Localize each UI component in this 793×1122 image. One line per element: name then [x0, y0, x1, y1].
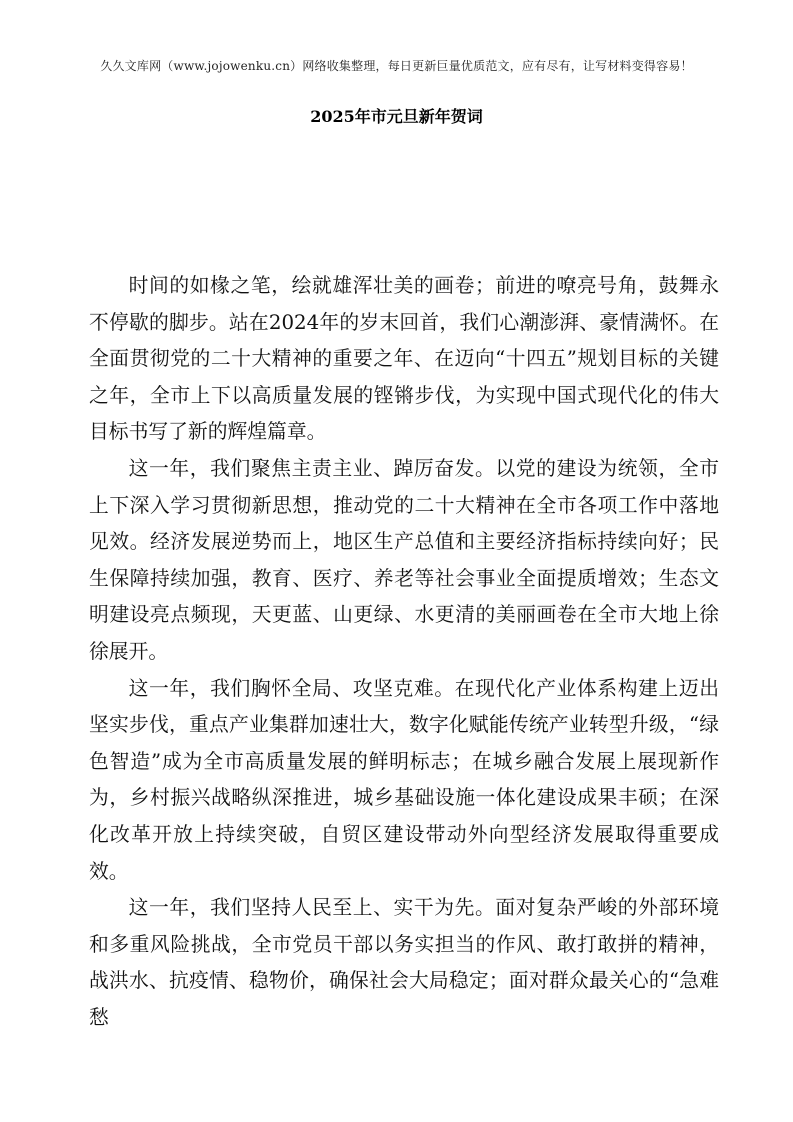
paragraph: 这一年，我们聚焦主责主业、踔厉奋发。以党的建设为统领，全市上下深入学习贯彻新思想，推动党的二十大精神在全市各项工作中落地见效。经济发展逆势而上，地区生产总值和主要经济指标持续向好；民生保障持续加强，教育、医疗、养老等社会事业全面提质增效；生态文明建设亮点频现，天更蓝、山更绿、水更清的美丽画卷在全市大地上徐徐展开。: [89, 456, 719, 663]
page-title: 2025年市元旦新年贺词: [310, 107, 483, 126]
paragraph: 这一年，我们坚持人民至上、实干为先。面对复杂严峻的外部环境和多重风险挑战，全市党员干部以务实担当的作风、敢打敢拼的精神，战洪水、抗疫情、稳物价，确保社会大局稳定；面对群众最关心的“急难愁: [89, 896, 719, 1029]
header-note: 久久文库网（www.jojowenku.cn）网络收集整理，每日更新巨量优质范文，应有尽有，让写材料变得容易！: [100, 59, 693, 73]
document-body: [89, 268, 719, 1036]
paragraph: 时间的如椽之笔，绘就雄浑壮美的画卷；前进的嘹亮号角，鼓舞永不停歇的脚步。站在2024年的岁末回首，我们心潮澎湃、豪情满怀。在全面贯彻党的二十大精神的重要之年、在迈向“十四五”规划目标的关键之年，全市上下以高质量发展的铿锵步伐，为实现中国式现代化的伟大目标书写了新的辉煌篇章。: [89, 274, 719, 444]
paragraph: 这一年，我们胸怀全局、攻坚克难。在现代化产业体系构建上迈出坚实步伐，重点产业集群加速壮大，数字化赋能传统产业转型升级，“绿色智造”成为全市高质量发展的鲜明标志；在城乡融合发展上展现新作为，乡村振兴战略纵深推进，城乡基础设施一体化建设成果丰硕；在深化改革开放上持续突破，自贸区建设带动外向型经济发展取得重要成效。: [89, 676, 719, 883]
